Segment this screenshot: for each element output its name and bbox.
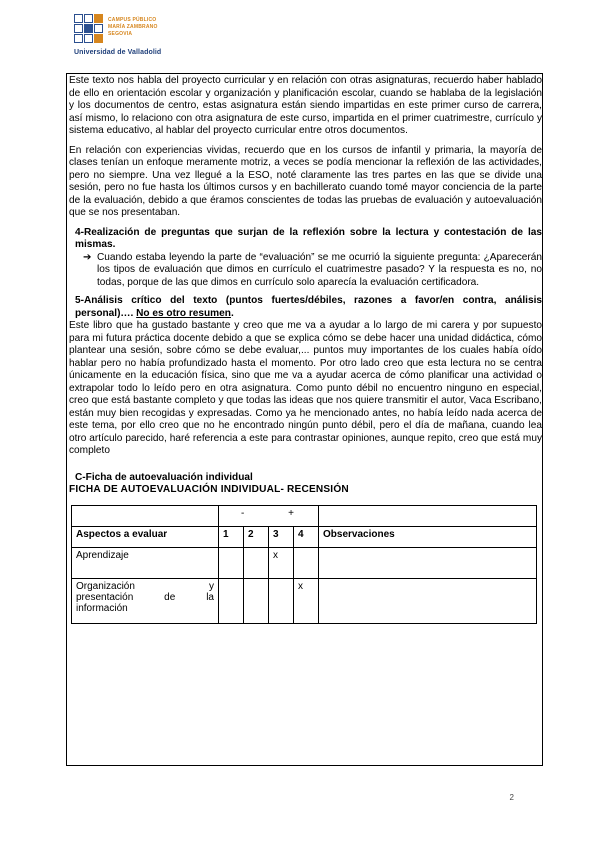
table-header-row xyxy=(72,526,537,547)
header-4: 4 xyxy=(294,526,319,547)
logo-line-2: MARÍA ZAMBRANO xyxy=(108,24,158,30)
score-cell xyxy=(219,578,244,623)
score-cell xyxy=(244,547,269,578)
document-body xyxy=(69,75,542,624)
score-cell xyxy=(294,547,319,578)
header-observaciones: Observaciones xyxy=(319,526,537,547)
table-row xyxy=(72,505,537,526)
logo-campus-text xyxy=(108,17,158,38)
scale-plus: + xyxy=(288,507,294,519)
arrow-bullet-icon: ➔ xyxy=(83,251,92,263)
paragraph-2: En relación con experiencias vividas, recuerdo que en los cursos de infantil y primaria, la mayoría de clases tenían un enfoque meramente motriz, a veces se podía mencionar la reflexión de las actividades, pero no siempre. Una vez llegué a la ESO, noté claramente las tres partes en las que se divide una sesión, pero no fue hasta los últimos cursos y en bachillerato cuando tomé mayor conciencia de la parte de la evaluación, debido a que éramos conscientes de todas las pruebas de evaluación y autoevaluación que se nos presentaban. xyxy=(69,144,542,218)
score-cell xyxy=(219,547,244,578)
university-logo xyxy=(74,14,184,60)
observations-cell xyxy=(319,578,537,623)
section-4-heading: 4-Realización de preguntas que surjan de la reflexión sobre la lectura y contestación de las mismas. xyxy=(75,226,542,250)
header-3: 3 xyxy=(269,526,294,547)
table-row xyxy=(72,578,537,623)
aspect-line-2-end: la xyxy=(206,591,214,603)
table-cell xyxy=(319,505,537,526)
list-item xyxy=(83,252,542,290)
observations-cell xyxy=(319,547,537,578)
ficha-title: FICHA DE AUTOEVALUACIÓN INDIVIDUAL- RECENSIÓN xyxy=(69,484,349,495)
score-cell: x xyxy=(294,578,319,623)
paragraph-1: Este texto nos habla del proyecto curricular y en relación con otras asignaturas, recuerdo haber hablado de ello en orientación escolar y organización y planificación escolar, cuando se hablaba de la legislación y los documentos de centro, estas asignatura están siendo impartidas en este primer curso de carrera, así mismo, lo relaciono con otra asignatura de este curso, impartida en el primer cuatrimestre, currículo y sistema educativo, al hablar del proyecto curricular entre otros documentos. xyxy=(69,75,542,136)
score-cell xyxy=(244,578,269,623)
aspect-line-1-end: y xyxy=(209,580,214,592)
page-number: 2 xyxy=(509,793,514,802)
section-5-heading-text: 5-Análisis crítico del texto (puntos fuertes/débiles, razones a favor/en contra, análisis personal)…. xyxy=(75,295,542,319)
section-5-heading-underlined: No es otro resumen xyxy=(136,307,231,319)
table-row xyxy=(72,547,537,578)
aspect-line-1: Organización xyxy=(76,580,135,592)
header-1: 1 xyxy=(219,526,244,547)
bullet-text: Cuando estaba leyendo la parte de “evaluación” se me ocurrió la siguiente pregunta: ¿Aparecerán los tipos de evaluación que dimos en currículo el cuatrimestre pasado? Y la respuesta es no, no todas, porque de las que dimos en currículo solo aparecía la evaluación certificadora. xyxy=(97,251,542,288)
scale-cell xyxy=(219,505,319,526)
aspect-cell xyxy=(72,578,219,623)
aspect-cell: Aprendizaje xyxy=(72,547,219,578)
scale-minus: - xyxy=(241,507,245,519)
section-5-heading-end: . xyxy=(230,307,234,319)
header-2: 2 xyxy=(244,526,269,547)
header-aspectos: Aspectos a evaluar xyxy=(72,526,219,547)
aspect-line-2-mid: de xyxy=(164,591,176,603)
logo-university-name: Universidad de Valladolid xyxy=(74,49,162,56)
paragraph-3: Este libro que ha gustado bastante y creo que me va a ayudar a lo largo de mi carera y por supuesto para mi futura práctica docente debido a que se explica cómo se debe hacer una unidad didáctica, cómo plantear una sesión, sobre cómo se debe evaluar,... puntos muy importantes de los cuales había oído hablar pero no había profundizado hasta el momento. Por otro lado creo que esta lectura no se centra únicamente en la educación física, sino que me va a ayudar acerca de cómo planificar una actividad o extrapolar todo lo leído pero en otra asignatura. Como punto débil no encuentro ninguno en especial, creo que está bastante completo y que todas las ideas que nos quiere transmitir el autor, Vaca Escribano, están muy bien recogidas y expresadas. Como ya he mencionado antes, no había leído nada acerca de este tema, por ello creo que no he encontrado ningún punto débil, pero el día de mañana, cuando lea otro artículo parecido, haré referencia a este para contrastar opiniones, aunque repito, creo que está muy completo xyxy=(69,320,542,456)
logo-line-3: SEGOVIA xyxy=(108,31,133,37)
table-cell xyxy=(72,505,219,526)
section-5-heading xyxy=(75,295,542,320)
logo-grid-icon xyxy=(74,14,106,48)
aspect-line-2: presentación xyxy=(76,591,134,603)
logo-line-1: CAMPUS PÚBLICO xyxy=(108,17,157,23)
score-cell: x xyxy=(269,547,294,578)
evaluation-table xyxy=(71,505,537,624)
score-cell xyxy=(269,578,294,623)
aspect-line-3: información xyxy=(76,602,128,614)
section-c-title: C-Ficha de autoevaluación individual xyxy=(75,471,253,483)
